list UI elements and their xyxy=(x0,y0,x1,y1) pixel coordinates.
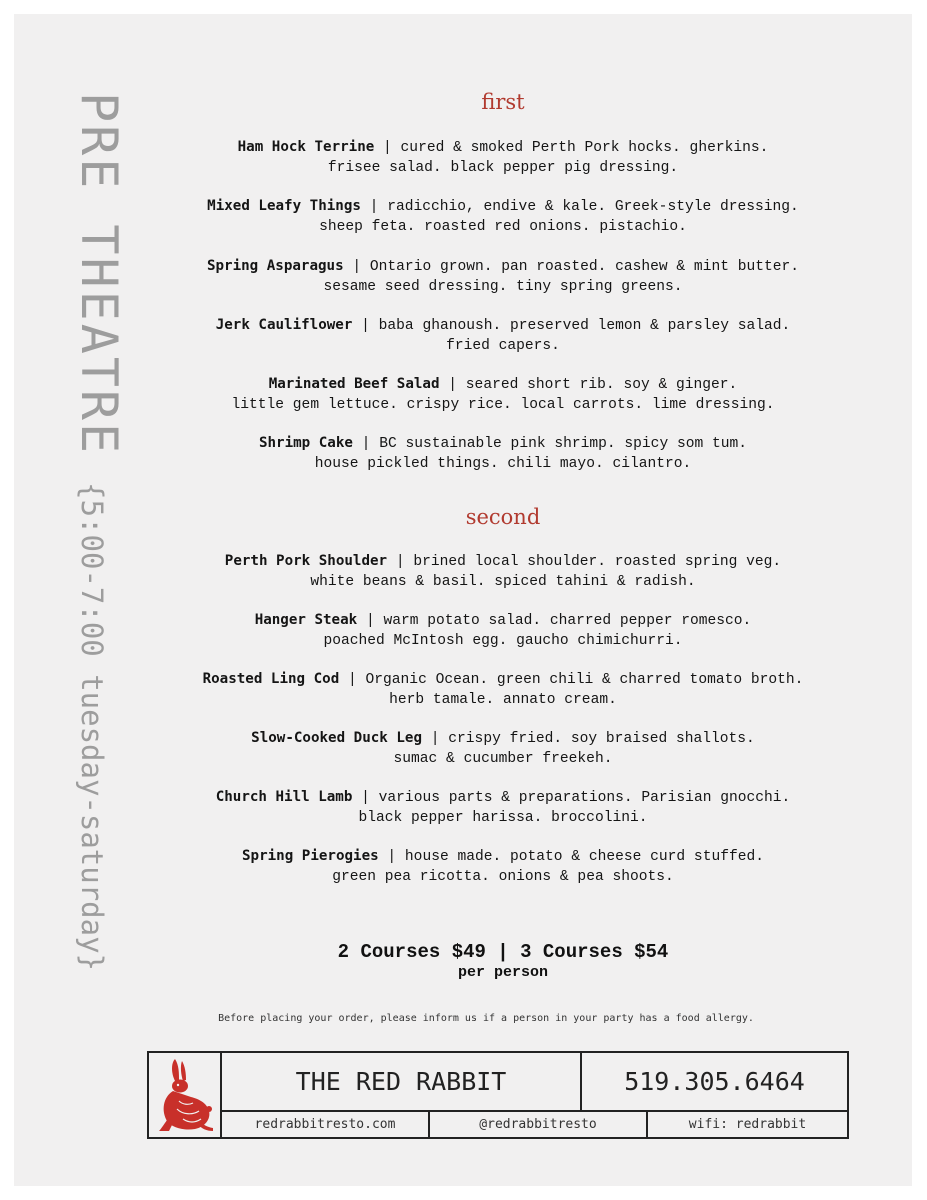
item-name: Spring Pierogies xyxy=(241,848,379,864)
item-desc-2: poached McIntosh egg. gaucho chimichurri. xyxy=(323,633,683,649)
item-desc-2: green pea ricotta. onions & pea shoots. xyxy=(332,869,674,885)
item-name: Shrimp Cake xyxy=(258,435,353,451)
item-name: Roasted Ling Cod xyxy=(202,671,340,687)
phone-number: 519.305.6464 xyxy=(624,1067,805,1096)
rabbit-logo-icon xyxy=(149,1053,220,1137)
item-desc: | cured & smoked Perth Pork hocks. gherkins. xyxy=(374,140,769,156)
item-desc: | warm potato salad. charred pepper romesco. xyxy=(357,613,752,629)
item-desc-2: herb tamale. annato cream. xyxy=(389,692,617,708)
allergy-notice: Before placing your order, please inform us if a person in your party has a food allergy. xyxy=(218,1013,754,1024)
menu-item xyxy=(0,374,927,415)
menu-page xyxy=(14,14,912,1186)
item-desc-2: sheep feta. roasted red onions. pistachio. xyxy=(319,219,687,235)
item-name: Ham Hock Terrine xyxy=(237,139,375,155)
menu-item xyxy=(0,315,927,356)
item-desc: | house made. potato & cheese curd stuffed. xyxy=(378,849,764,865)
pricing-block xyxy=(0,940,927,982)
footer-bottom-row xyxy=(222,1112,847,1137)
item-desc-2: frisee salad. black pepper pig dressing. xyxy=(327,160,679,176)
menu-item xyxy=(0,433,927,474)
item-name: Church Hill Lamb xyxy=(215,789,353,805)
item-desc: | seared short rib. soy & ginger. xyxy=(439,377,738,393)
item-name: Perth Pork Shoulder xyxy=(224,553,388,569)
menu-item xyxy=(0,610,927,651)
item-name: Spring Asparagus xyxy=(206,258,344,274)
item-desc-2: fried capers. xyxy=(446,338,560,354)
item-desc: | baba ghanoush. preserved lemon & parsley salad. xyxy=(352,318,791,334)
section-heading-second: second xyxy=(465,505,541,529)
menu-item xyxy=(0,551,927,592)
item-desc: | crispy fried. soy braised shallots. xyxy=(422,731,755,747)
menu-item xyxy=(0,137,927,178)
pre-theatre-title: PRE THEATRE xyxy=(70,92,128,457)
footer-top-row xyxy=(222,1053,847,1112)
service-hours: {5:00-7:00 tuesday-saturday} xyxy=(75,482,109,972)
course-prices: 2 Courses $49 | 3 Courses $54 xyxy=(337,941,669,963)
footer-box xyxy=(147,1051,849,1139)
item-desc: | radicchio, endive & kale. Greek-style dressing. xyxy=(360,199,799,215)
item-desc-2: white beans & basil. spiced tahini & radish. xyxy=(310,574,696,590)
per-person-label: per person xyxy=(457,964,548,981)
menu-item xyxy=(0,787,927,828)
item-name: Hanger Steak xyxy=(254,612,358,628)
section-heading-first: first xyxy=(481,90,525,114)
item-name: Mixed Leafy Things xyxy=(207,198,361,214)
item-desc-2: sumac & cucumber freekeh. xyxy=(393,751,613,767)
item-desc: | Organic Ocean. green chili & charred tomato broth. xyxy=(339,672,804,688)
item-desc: | various parts & preparations. Parisian gnocchi. xyxy=(352,790,791,806)
item-desc-2: black pepper harissa. broccolini. xyxy=(358,810,648,826)
restaurant-name: THE RED RABBIT xyxy=(222,1053,582,1110)
social-handle: @redrabbitresto xyxy=(430,1112,648,1137)
item-desc-2: little gem lettuce. crispy rice. local carrots. lime dressing. xyxy=(231,397,775,413)
menu-item xyxy=(0,728,927,769)
menu-item xyxy=(0,256,927,297)
item-desc-2: sesame seed dressing. tiny spring greens. xyxy=(323,279,683,295)
item-desc: | brined local shoulder. roasted spring veg. xyxy=(387,554,782,570)
item-name: Marinated Beef Salad xyxy=(268,376,440,392)
item-name: Slow-Cooked Duck Leg xyxy=(251,730,423,746)
item-desc: | BC sustainable pink shrimp. spicy som tum. xyxy=(352,436,748,452)
item-desc: | Ontario grown. pan roasted. cashew & mint butter. xyxy=(343,259,800,275)
website-link: redrabbitresto.com xyxy=(222,1112,430,1137)
logo-cell xyxy=(149,1053,222,1137)
item-name: Jerk Cauliflower xyxy=(215,317,353,333)
item-desc-2: house pickled things. chili mayo. cilantro. xyxy=(314,456,692,472)
menu-item xyxy=(0,196,927,237)
menu-item xyxy=(0,669,927,710)
menu-item xyxy=(0,846,927,887)
wifi-info: wifi: redrabbit xyxy=(688,1117,807,1132)
